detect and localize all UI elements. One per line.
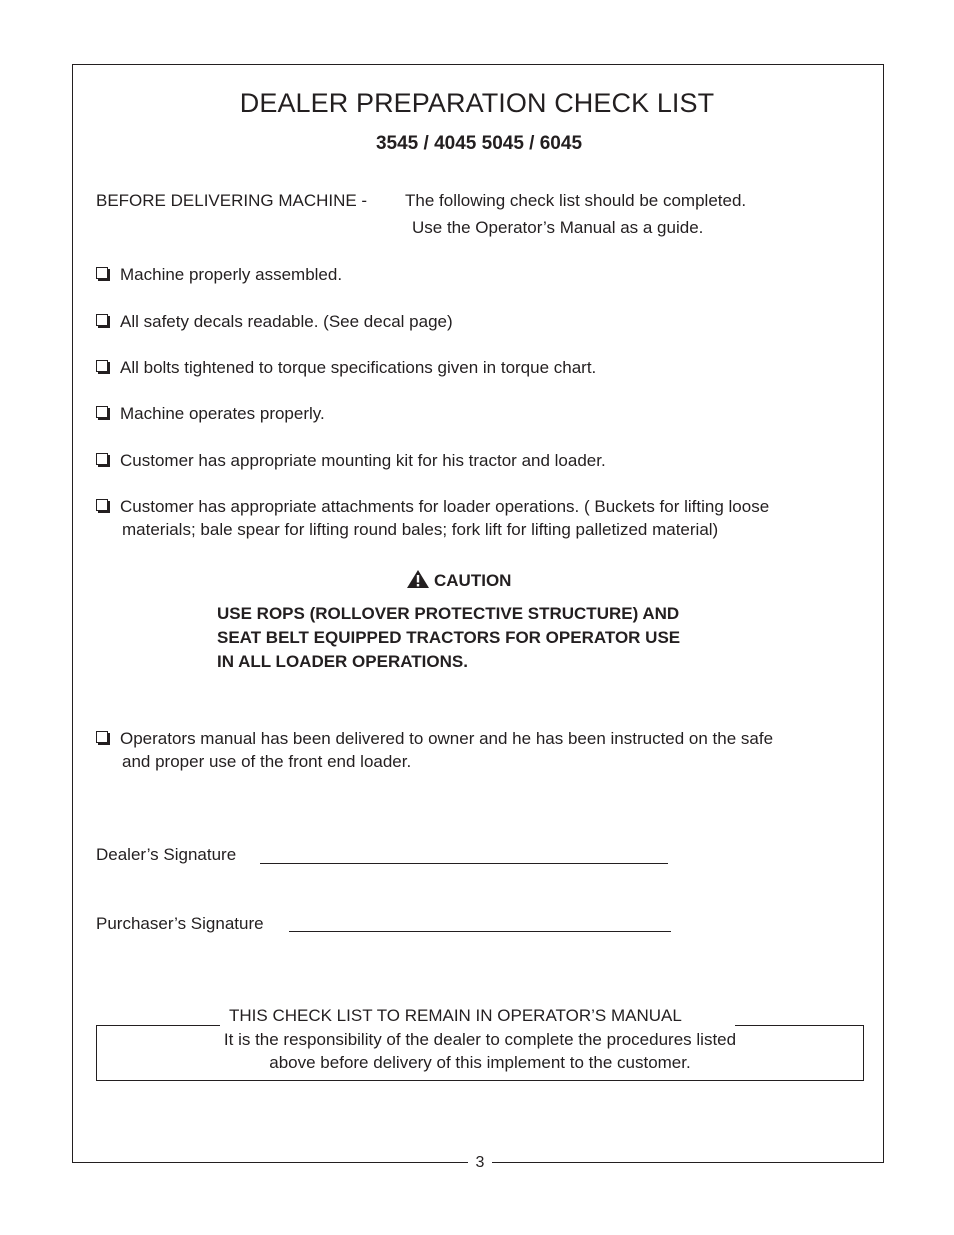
notice-line-2: above before delivery of this implement to the customer. [269,1053,691,1072]
intro-label: BEFORE DELIVERING MACHINE - [96,191,368,210]
checklist-item [96,729,773,749]
caution-line: IN ALL LOADER OPERATIONS. [217,652,468,671]
dealer-signature-line[interactable] [260,863,668,864]
checklist-item-text: All safety decals readable. (See decal page) [120,312,453,331]
checklist-item-text: Machine properly assembled. [120,265,343,284]
caution-label: CAUTION [434,571,512,590]
checkbox-icon[interactable] [96,499,108,511]
caution-heading [406,569,511,591]
checklist-item-text: All bolts tightened to torque specifications given in torque chart. [120,358,597,377]
notice-heading: THIS CHECK LIST TO REMAIN IN OPERATOR’S MANUAL [229,1006,682,1025]
checklist-item [96,358,596,378]
page-number: 3 [475,1154,485,1171]
warning-triangle-icon [406,569,430,589]
checklist-item [96,404,325,424]
page-border-bottom-right [492,1162,884,1163]
purchaser-signature-label: Purchaser’s Signature [96,914,264,933]
page-title: DEALER PREPARATION CHECK LIST [239,88,715,118]
purchaser-signature-line[interactable] [289,931,671,932]
checklist-item [96,497,769,517]
caution-line: SEAT BELT EQUIPPED TRACTORS FOR OPERATOR USE [217,628,681,647]
model-numbers: 3545 / 4045 5045 / 6045 [375,133,583,154]
checkbox-icon[interactable] [96,731,108,743]
checklist-item-text: Operators manual has been delivered to owner and he has been instructed on the safe [120,729,774,748]
caution-line: USE ROPS (ROLLOVER PROTECTIVE STRUCTURE) AND [217,604,680,623]
checkbox-icon[interactable] [96,314,108,326]
checkbox-icon[interactable] [96,453,108,465]
checkbox-icon[interactable] [96,406,108,418]
page-border-bottom-left [72,1162,468,1163]
checklist-item-text: Machine operates properly. [120,404,325,423]
dealer-signature-label: Dealer’s Signature [96,845,237,864]
checklist-item [96,451,606,471]
checklist-item [96,312,453,332]
checklist-item [96,265,342,285]
checkbox-icon[interactable] [96,360,108,372]
checklist-item-continuation: materials; bale spear for lifting round bales; fork lift for lifting palletized material) [122,520,719,539]
notice-line-1: It is the responsibility of the dealer to complete the procedures listed [223,1030,737,1049]
checklist-item-text: Customer has appropriate mounting kit for his tractor and loader. [120,451,606,470]
checklist-item-continuation: and proper use of the front end loader. [122,752,412,771]
intro-line-1: The following check list should be completed. [405,191,747,210]
checklist-item-text: Customer has appropriate attachments for loader operations. ( Buckets for lifting loose [120,497,770,516]
intro-line-2: Use the Operator’s Manual as a guide. [412,218,704,237]
checkbox-icon[interactable] [96,267,108,279]
caution-text [217,602,739,674]
